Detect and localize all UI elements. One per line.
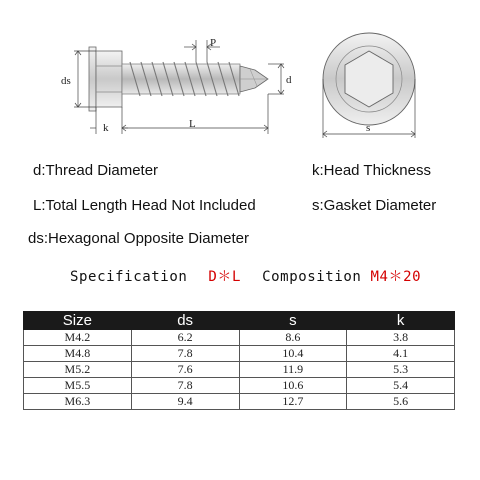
specification-line (70, 266, 421, 286)
cell-ds: 6.2 (131, 330, 239, 346)
header-k: k (347, 312, 455, 330)
label-P: P (210, 37, 217, 49)
header-s: s (239, 312, 347, 330)
washer-flange (89, 47, 96, 111)
table-row (24, 330, 455, 346)
legend-s: s:Gasket Diameter (312, 197, 437, 214)
cell-k: 5.3 (347, 362, 455, 378)
cell-s: 8.6 (239, 330, 347, 346)
cell-ds: 9.4 (131, 394, 239, 410)
cell-k: 5.4 (347, 378, 455, 394)
dimension-d (268, 64, 284, 94)
cell-k: 4.1 (347, 346, 455, 362)
cell-k: 3.8 (347, 330, 455, 346)
cell-size: M5.2 (24, 362, 132, 378)
table-row (24, 362, 455, 378)
cell-size: M4.2 (24, 330, 132, 346)
header-ds: ds (131, 312, 239, 330)
dimension-k (90, 107, 128, 134)
cell-size: M4.8 (24, 346, 132, 362)
cell-ds: 7.8 (131, 378, 239, 394)
table-header-row (24, 312, 455, 330)
legend-ds: ds:Hexagonal Opposite Diameter (28, 230, 249, 247)
label-k: k (103, 122, 109, 134)
cell-s: 11.9 (239, 362, 347, 378)
cell-s: 10.4 (239, 346, 347, 362)
cell-ds: 7.6 (131, 362, 239, 378)
hex-head-side (96, 51, 122, 107)
spec-label: Specification (70, 269, 188, 285)
cell-s: 12.7 (239, 394, 347, 410)
table-row (24, 394, 455, 410)
legend-L: L:Total Length Head Not Included (33, 197, 256, 214)
label-d: d (286, 74, 292, 86)
screw-shank (122, 64, 240, 94)
cell-ds: 7.8 (131, 346, 239, 362)
cell-k: 5.6 (347, 394, 455, 410)
composition-value: M4＊20 (370, 269, 422, 285)
cell-size: M6.3 (24, 394, 132, 410)
composition-label: Composition (262, 269, 362, 285)
header-size: Size (24, 312, 132, 330)
label-ds: ds (61, 75, 71, 87)
cell-size: M5.5 (24, 378, 132, 394)
label-s: s (366, 122, 371, 134)
size-table (23, 311, 455, 410)
cell-s: 10.6 (239, 378, 347, 394)
spec-value: D＊L (208, 269, 242, 285)
table-row (24, 346, 455, 362)
label-L: L (189, 118, 196, 130)
legend-d: d:Thread Diameter (33, 162, 159, 179)
screw-diagram (0, 0, 480, 150)
legend-k: k:Head Thickness (312, 162, 431, 179)
table-row (24, 378, 455, 394)
